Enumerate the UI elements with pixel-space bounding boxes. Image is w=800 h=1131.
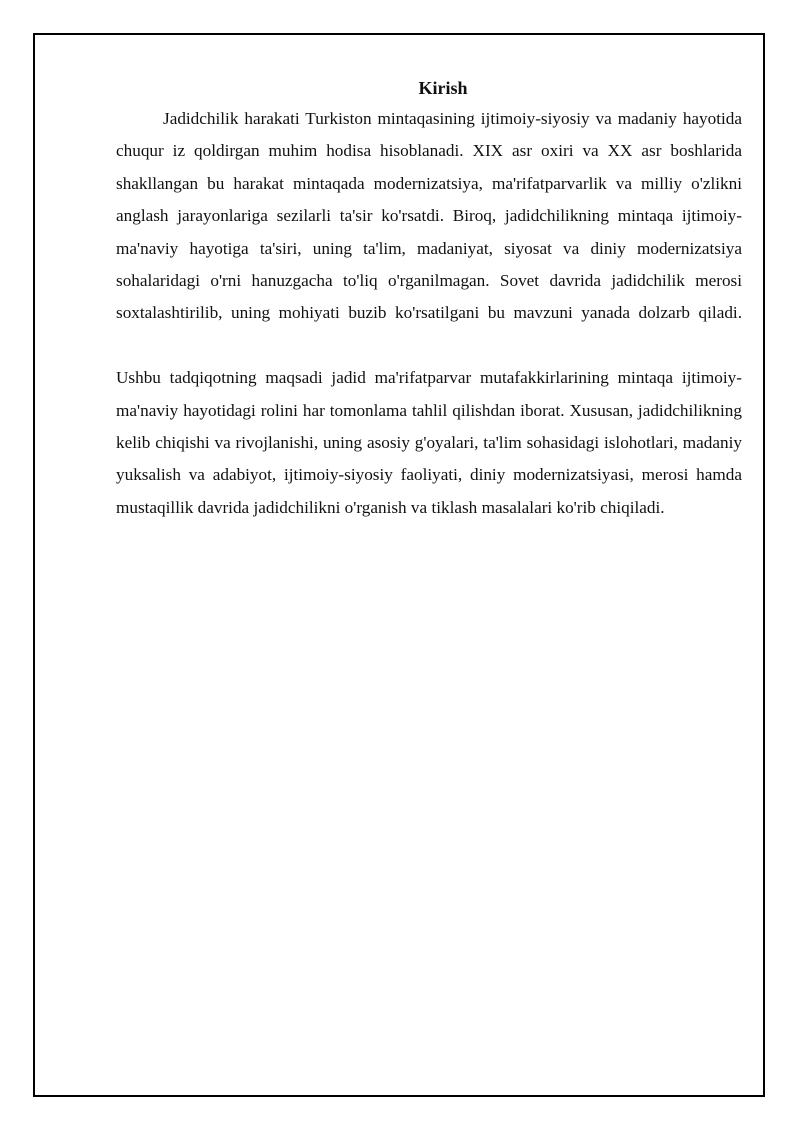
- paragraph-intro: Jadidchilik harakati Turkiston mintaqasining ijtimoiy-siyosiy va madaniy hayotida chuqur iz qoldirgan muhim hodisa hisoblanadi. XIX asr oxiri va XX asr boshlarida shakllangan bu harakat mintaqada modernizatsiya, ma'rifatparvarlik va milliy o'zlikni anglash jarayonlariga sezilarli ta'sir ko'rsatdi. Biroq, jadidchilikning mintaqa ijtimoiy-ma'naviy hayotiga ta'siri, uning ta'lim, madaniyat, siyosat va diniy modernizatsiya sohalaridagi o'rni hanuzgacha to'liq o'rganilmagan. Sovet davrida jadidchilik merosi soxtalashtirilib, uning mohiyati buzib ko'rsatilgani bu mavzuni yanada dolzarb qiladi.: [116, 109, 742, 323]
- paragraph-aim: Ushbu tadqiqotning maqsadi jadid ma'rifatparvar mutafakkirlarining mintaqa ijtimoiy-ma'naviy hayotidagi rolini har tomonlama tahlil qilishdan iborat. Xususan, jadidchilikning kelib chiqishi va rivojlanishi, uning asosiy g'oyalari, ta'lim sohasidagi islohotlari, madaniy yuksalish va adabiyot, ijtimoiy-siyosiy faoliyati, diniy modernizatsiyasi, merosi hamda mustaqillik davrida jadidchilikni o'rganish va tiklash masalalari ko'rib chiqiladi.: [116, 368, 742, 517]
- document-body: [116, 74, 742, 524]
- document-title: Kirish: [418, 78, 468, 98]
